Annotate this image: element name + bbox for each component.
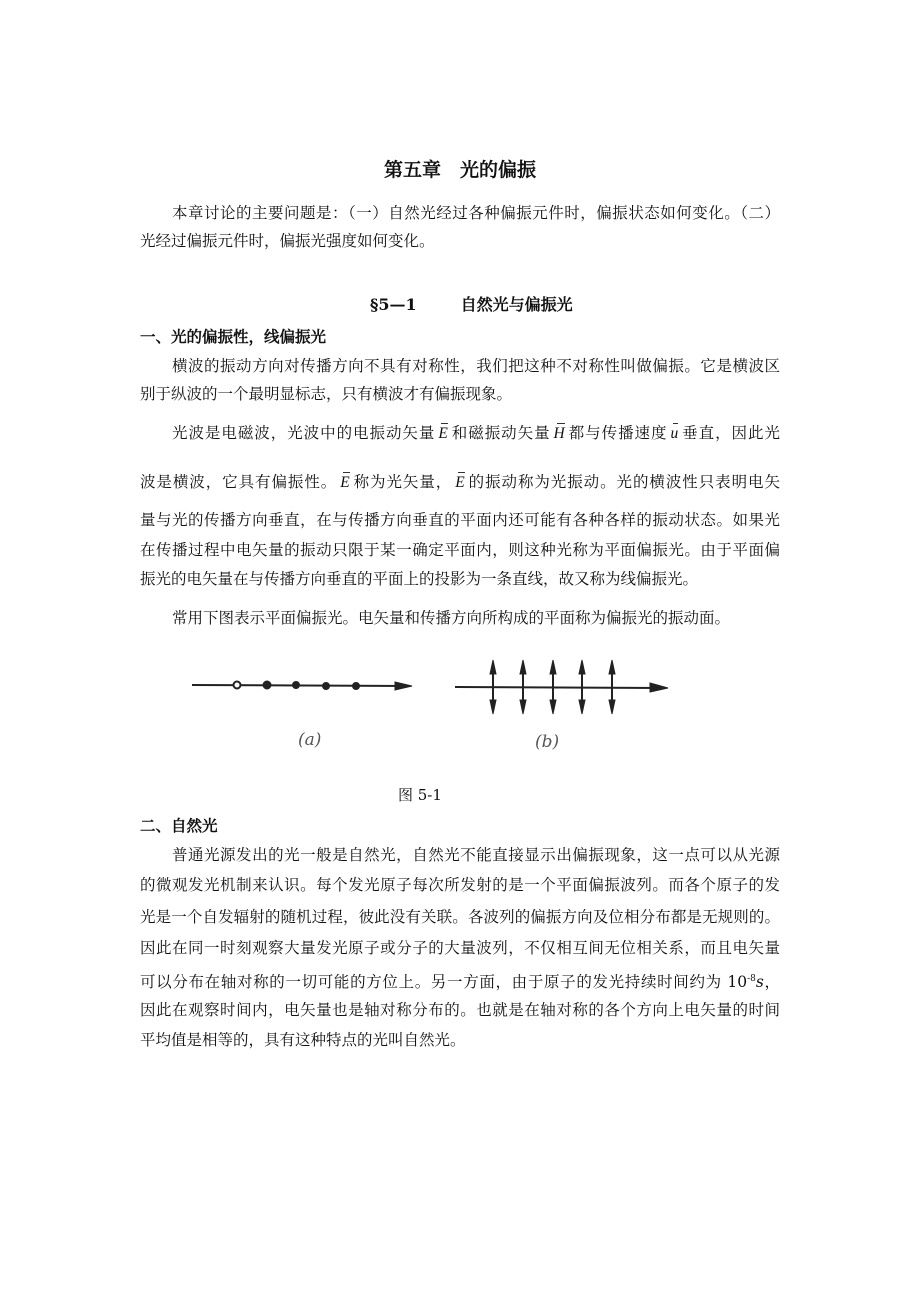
paragraph-line: 别于纵波的一个最明显标志，只有横波才有偏振现象。 (140, 385, 513, 403)
diagram-a (192, 681, 412, 690)
text: ， (763, 973, 780, 992)
text: 光波是电磁波，光波中的电振动矢量 (172, 424, 436, 442)
paragraph-line: 因此在同一时刻观察大量发光原子或分子的大量波列，不仅相互间无位相关系，而且电矢量 (140, 939, 780, 957)
text: 的振动称为光振动。光的横波性只表明电矢 (467, 473, 780, 491)
heading-2: 二、自然光 (140, 816, 218, 835)
figure-5-1 (180, 650, 680, 764)
vector-e: E (438, 425, 448, 442)
paragraph-line (140, 472, 780, 493)
text: 和磁振动矢量 (450, 424, 551, 442)
paragraph-line (140, 969, 780, 992)
figure-label-b: (b) (535, 732, 560, 752)
figure-caption: 图 5-1 (398, 786, 442, 804)
diagram-b (455, 660, 668, 714)
vector-e: E (340, 474, 350, 491)
vector-e: E (455, 474, 465, 491)
heading-1: 一、光的偏振性，线偏振光 (140, 327, 327, 346)
paragraph-line: 平均值是相等的，具有这种特点的光叫自然光。 (140, 1031, 466, 1049)
figure-label-a: (a) (298, 730, 322, 750)
intro-line: 光经过偏振元件时，偏振光强度如何变化。 (140, 232, 435, 250)
section-number: §5—1 (370, 295, 417, 314)
polarization-diagram (180, 650, 680, 760)
paragraph-line: 横波的振动方向对传播方向不具有对称性，我们把这种不对称性叫做偏振。它是横波区 (172, 357, 780, 375)
text: 称为光矢量， (352, 473, 453, 491)
paragraph-line: 的微观发光机制来认识。每个发光原子每次所发射的是一个平面偏振波列。而各个原子的发 (140, 876, 780, 894)
paragraph-line (172, 423, 780, 444)
section-heading (370, 292, 617, 315)
paragraph-line: 光是一个自发辐射的随机过程，彼此没有关联。各波列的偏振方向及位相分布都是无规则的。 (140, 908, 780, 926)
text: 垂直，因此光 (681, 424, 780, 442)
unit: s (755, 973, 764, 992)
text: 都与传播速度 (567, 424, 668, 442)
vector-h: H (553, 425, 565, 442)
vector-u: u (670, 425, 679, 442)
text: 可以分布在轴对称的一切可能的方位上。另一方面，由于原子的发光持续时间约为 10 (140, 973, 748, 992)
paragraph-line: 在传播过程中电矢量的振动只限于某一确定平面内，则这种光称为平面偏振光。由于平面偏 (140, 541, 780, 559)
text: 波是横波，它具有偏振性。 (140, 473, 338, 491)
paragraph-line: 量与光的传播方向垂直，在与传播方向垂直的平面内还可能有各种各样的振动状态。如果光 (140, 511, 780, 529)
intro-line: 本章讨论的主要问题是：（一）自然光经过各种偏振元件时，偏振状态如何变化。（二） (172, 204, 780, 222)
paragraph-line: 常用下图表示平面偏振光。电矢量和传播方向所构成的平面称为偏振光的振动面。 (172, 609, 731, 627)
paragraph-line: 因此在观察时间内，电矢量也是轴对称分布的。也就是在轴对称的各个方向上电矢量的时间 (140, 1001, 780, 1019)
paragraph-line: 振光的电矢量在与传播方向垂直的平面上的投影为一条直线，故又称为线偏振光。 (140, 570, 699, 588)
paragraph-line: 普通光源发出的光一般是自然光，自然光不能直接显示出偏振现象，这一点可以从光源 (172, 846, 780, 864)
chapter-title: 第五章 光的偏振 (383, 159, 536, 181)
section-title: 自然光与偏振光 (460, 295, 573, 314)
exponent: -8 (747, 974, 756, 984)
